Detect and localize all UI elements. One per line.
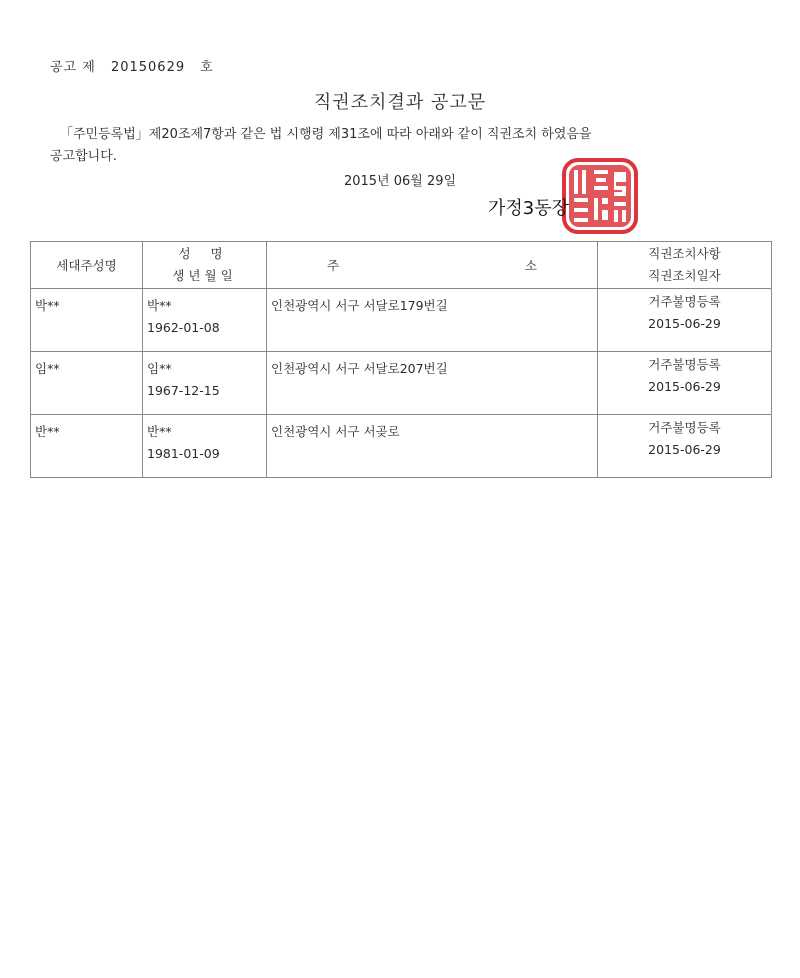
householder-cell: 임** [31,352,143,415]
header-householder: 세대주성명 [31,242,143,289]
header-address [267,242,598,289]
notice-body [50,124,750,168]
action-item: 거주불명등록 [648,420,721,435]
householder-cell: 박** [31,289,143,352]
householder-cell: 반** [31,415,143,478]
action-date: 2015-06-29 [648,379,721,394]
header-name: 성 명 [178,246,231,261]
action-cell [598,289,772,352]
action-date: 2015-06-29 [648,316,721,331]
header-address-left: 주 [327,258,340,273]
header-address-right: 소 [524,258,537,273]
person-name: 임** [147,361,172,376]
action-cell [598,352,772,415]
person-name: 반** [147,424,172,439]
notice-date: 2015년 06월 29일 [343,174,457,189]
name-birth-cell [143,352,267,415]
address-cell: 인천광역시 서구 서달로179번길 [267,289,598,352]
table-header-row [31,242,772,289]
notice-body-line-2: 공고합니다. [50,149,117,164]
header-birth: 생년월일 [172,268,237,283]
signer-name: 가정3동장 [488,198,570,219]
notice-body-line-1: 「주민등록법」제20조제7항과 같은 법 시행령 제31조에 따라 아래와 같이 직권조치 하였음을 [60,127,592,142]
header-action-item: 직권조치사항 [648,246,721,261]
header-action [598,242,772,289]
notice-number-line [50,56,224,75]
header-name-birth [143,242,267,289]
notice-suffix: 호 [200,60,214,75]
notice-prefix: 공고 제 [50,60,96,75]
person-birth: 1967-12-15 [147,383,220,398]
name-birth-cell [143,415,267,478]
person-birth: 1962-01-08 [147,320,220,335]
header-action-date: 직권조치일자 [648,268,721,283]
notice-number: 20150629 [110,60,186,75]
person-name: 박** [147,298,172,313]
action-cell [598,415,772,478]
document-title: 직권조치결과 공고문 [313,92,487,113]
action-item: 거주불명등록 [648,357,721,372]
name-birth-cell [143,289,267,352]
action-item: 거주불명등록 [648,294,721,309]
address-cell: 인천광역시 서구 서달로207번길 [267,352,598,415]
table-row [31,352,772,415]
records-table [30,241,772,478]
table-row [31,289,772,352]
official-seal-icon [560,156,640,236]
action-date: 2015-06-29 [648,442,721,457]
person-birth: 1981-01-09 [147,446,220,461]
address-cell: 인천광역시 서구 서곶로 [267,415,598,478]
table-row [31,415,772,478]
